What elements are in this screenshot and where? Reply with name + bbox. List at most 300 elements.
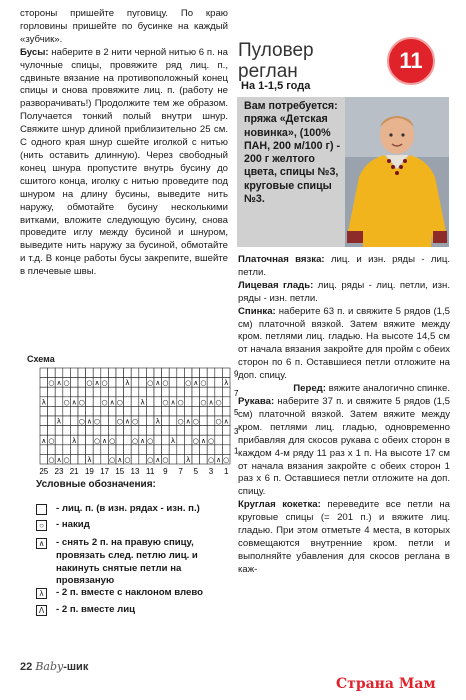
chart-cell	[169, 406, 177, 416]
chart-cell	[93, 397, 101, 407]
chart-cell	[192, 368, 200, 378]
legend-item-k2tog	[36, 604, 236, 617]
chart-symbol: ○	[147, 456, 154, 464]
chart-symbol: ∧	[94, 379, 100, 388]
chart-symbol: ∧	[200, 436, 206, 445]
chart-symbol: ∧	[155, 456, 161, 464]
chart-column-label: 5	[193, 467, 199, 476]
chart-cell	[215, 368, 223, 378]
chart-symbol: ○	[207, 436, 215, 445]
chart-cell	[184, 406, 192, 416]
chart-cell	[86, 368, 94, 378]
chart-symbol: ○	[48, 436, 55, 445]
chart-symbol: ○	[131, 417, 139, 426]
chart-symbol: ∧	[56, 379, 62, 388]
chart-symbol: ∧	[193, 379, 199, 388]
chart-cell	[169, 387, 177, 397]
left-decrease-icon: λ	[36, 588, 47, 599]
chart-symbol: ○	[185, 379, 192, 388]
chart-cell	[124, 406, 132, 416]
section-text: лиц. ряды - лиц. петли, изн. ряды - изн. петли.	[238, 279, 451, 304]
legend-text: - 2 п. вместе с наклоном влево	[56, 587, 203, 598]
chart-cell	[55, 435, 63, 445]
section-label: Лицевая гладь:	[238, 279, 314, 291]
chart-cell	[139, 454, 147, 464]
chart-cell	[78, 454, 86, 464]
chart-column-label: 17	[100, 467, 110, 476]
chart-symbol: ○	[200, 379, 207, 388]
chart-symbol: ○	[192, 436, 199, 445]
chart-symbol: λ	[41, 398, 46, 407]
chart-cell	[124, 435, 132, 445]
right-column	[238, 254, 450, 577]
chart-cell	[169, 416, 177, 426]
legend-text: - накид	[56, 519, 90, 530]
section-yoke	[238, 499, 450, 576]
chart-cell	[200, 368, 208, 378]
chart-symbol: ○	[48, 379, 55, 388]
section-front	[238, 383, 450, 396]
section-text: переведите все петли на круговые спицы (= 201 п.) и вяжите лиц. гладью. При этом отметьте 4 места, в которых совмещаются внутренние кром. петли и выполняйте убавления для скосов реглана в каж-	[238, 499, 450, 575]
chart-column-label: 11	[146, 467, 155, 476]
chart-cell	[40, 454, 48, 464]
chart-cell	[222, 445, 230, 455]
chart-cell	[108, 426, 116, 436]
chart-cell	[101, 416, 109, 426]
chart-cell	[222, 435, 230, 445]
chart-cell	[70, 445, 78, 455]
chart-cell	[86, 445, 94, 455]
chart-cell	[192, 454, 200, 464]
chart-cell	[116, 378, 124, 388]
chart-cell	[101, 406, 109, 416]
chart-symbol: ○	[177, 417, 184, 426]
chart-cell	[70, 378, 78, 388]
chart-cell	[139, 387, 147, 397]
chart-cell	[70, 406, 78, 416]
chart-cell	[93, 387, 101, 397]
chart-cell	[124, 368, 132, 378]
legend-title: Условные обозначения:	[36, 479, 156, 490]
chart-cell	[93, 406, 101, 416]
chart-cell	[78, 368, 86, 378]
site-watermark: Страна Мам	[336, 676, 436, 692]
chart-cell	[184, 445, 192, 455]
chart-cell	[48, 445, 56, 455]
chart-cell	[162, 387, 170, 397]
chart-cell	[192, 387, 200, 397]
chart-cell	[169, 454, 177, 464]
chart-symbol: ○	[177, 398, 184, 407]
chart-cell	[154, 426, 162, 436]
chart-symbol: ○	[200, 398, 207, 407]
chart-cell	[101, 387, 109, 397]
left-column	[20, 8, 228, 279]
chart-symbol: λ	[140, 398, 145, 407]
chart-cell	[40, 387, 48, 397]
chart-cell	[78, 387, 86, 397]
chart-cell	[139, 378, 147, 388]
section-sleeves	[238, 396, 450, 499]
chart-cell	[222, 397, 230, 407]
beads-label: Бусы:	[20, 46, 49, 58]
chart-cell	[55, 406, 63, 416]
chart-symbol: ○	[147, 379, 154, 388]
chart-cell	[146, 368, 154, 378]
chart-symbol: ○	[109, 456, 116, 464]
chart-cell	[215, 435, 223, 445]
chart-cell	[207, 368, 215, 378]
chart-symbol: ○	[131, 436, 139, 445]
chart-symbol: ∧	[86, 417, 92, 426]
chart-cell	[146, 406, 154, 416]
chart-symbol: ∧	[170, 398, 176, 407]
chart-cell	[101, 445, 109, 455]
legend-text: - лиц. п. (в изн. рядах - изн. п.)	[56, 503, 200, 514]
chart-cell	[169, 368, 177, 378]
chart-column-label: 15	[115, 467, 125, 476]
chart-column-label: 7	[178, 467, 183, 476]
chart-symbol: λ	[125, 379, 130, 388]
chart-cell	[63, 426, 71, 436]
chart-cell	[108, 445, 116, 455]
chart-symbol: ○	[63, 456, 70, 464]
chart-row-label: 9	[234, 369, 239, 379]
paragraph-beads	[20, 47, 228, 279]
chart-cell	[184, 435, 192, 445]
chart-symbol: ○	[116, 398, 123, 407]
chart-cell	[177, 368, 185, 378]
chart-cell	[131, 406, 139, 416]
chart-cell	[78, 445, 86, 455]
chart-cell	[78, 426, 86, 436]
chart-cell	[222, 387, 230, 397]
chart-symbol: ∧	[216, 456, 222, 464]
page-footer	[20, 660, 88, 673]
chart-symbol: ○	[78, 398, 85, 407]
chart-cell	[63, 445, 71, 455]
chart-cell	[108, 368, 116, 378]
chart-cell	[124, 426, 132, 436]
chart-cell	[139, 416, 147, 426]
chart-cell	[101, 454, 109, 464]
chart-symbol: ○	[78, 417, 85, 426]
chart-cell	[108, 406, 116, 416]
chart-row-label: 7	[234, 388, 239, 398]
chart-symbol: λ	[72, 436, 77, 445]
chart-cell	[222, 406, 230, 416]
materials-text: Вам потребуется: пряжа «Детская новинка», (100% ПАН, 200 м/100 г) - 200 г желтого цвета, спицы №3, круговые спицы №3.	[244, 100, 341, 206]
chart-symbol: ∧	[71, 398, 77, 407]
chart-cell	[222, 426, 230, 436]
chart-cell	[154, 435, 162, 445]
chart-cell	[93, 368, 101, 378]
chart-column-label: 9	[163, 467, 168, 476]
beads-text: наберите в 2 нити черной нитью 6 п. на чулочные спицы, провяжите ряд лиц. п., сдвиньте вязание на противоположный конец спицы и снова провяжите лиц. п. (работу не разворачивать!) Продолжите тем же образом. Получается тонкий полый внутри шнур. Свяжите шнур длиной приблизительно 25 см. С одного края шнур сшейте иголкой с нитью (нить оставить длинную). Через свободный конец шнура пропустите внутрь бусину до сшитого конца, иголку с нитью проведите под шнуром на длину бусины, выведите нить наружу, обмотайте бусину несколькими витками, вложите следующую бусину, снова проведите иглу между бусиной и шнуром, выведите нить наружу за бусиной, обмотайте и т.д. В конце работы бусы закрепите, вшейте в плечевые швы.	[20, 46, 228, 278]
chart-cell	[184, 368, 192, 378]
chart-cell	[55, 426, 63, 436]
chart-symbol: ○	[63, 398, 70, 407]
chart-cell	[207, 378, 215, 388]
section-label: Круглая кокетка:	[238, 499, 321, 511]
chart-cell	[124, 445, 132, 455]
chart-cell	[93, 426, 101, 436]
chart-column-label: 23	[54, 467, 64, 476]
legend-item-left-decrease	[36, 587, 236, 600]
chart-cell	[162, 416, 170, 426]
chart-cell	[131, 445, 139, 455]
section-text: наберите 37 п. и свяжите 5 рядов (1,5 см) платочной вязкой. Затем вяжите между кром. петлями лиц. гладью, одновременно прибавляя для скосов рукава с обеих сторон в каждом 4-м ряду 11 раз х 1 п. На высоте 17 см от начала вязания закройте с обеих сторон 1 раз х 6 п. Оставшиеся петли отложите на доп. спицу.	[238, 395, 450, 498]
chart-symbol: ○	[192, 417, 199, 426]
chart-cell	[177, 387, 185, 397]
chart-cell	[40, 368, 48, 378]
double-decrease-icon: ∧	[36, 538, 47, 549]
chart-cell	[131, 454, 139, 464]
section-stockinette	[238, 280, 450, 306]
chart-cell	[207, 445, 215, 455]
chart-cell	[86, 397, 94, 407]
paragraph-intro: стороны пришейте пуговицу. По краю горловины пришейте по бусинке на каждый «зубчик».	[20, 8, 228, 45]
chart-cell	[78, 435, 86, 445]
chart-cell	[169, 378, 177, 388]
chart-cell	[48, 406, 56, 416]
chart-symbol: ○	[162, 379, 169, 388]
chart-cell	[139, 368, 147, 378]
chart-cell	[215, 378, 223, 388]
chart-cell	[70, 416, 78, 426]
chart-cell	[154, 397, 162, 407]
chart-symbol: λ	[170, 436, 176, 445]
chart-symbol: ∧	[185, 417, 191, 426]
chart-cell	[200, 416, 208, 426]
chart-symbol: ∧	[140, 436, 146, 445]
chart-cell	[70, 387, 78, 397]
chart-symbol: ○	[101, 398, 108, 407]
chart-symbol: ∧	[109, 398, 115, 407]
chart-cell	[184, 397, 192, 407]
chart-cell	[70, 454, 78, 464]
chart-cell	[154, 368, 162, 378]
chart-cell	[200, 406, 208, 416]
chart-cell	[139, 445, 147, 455]
chart-cell	[139, 426, 147, 436]
chart-cell	[124, 397, 132, 407]
chart-cell	[192, 406, 200, 416]
chart-cell	[146, 445, 154, 455]
chart-cell	[108, 378, 116, 388]
chart-symbol: ○	[215, 417, 222, 426]
chart-symbol: λ	[186, 456, 191, 464]
chart-cell	[55, 445, 63, 455]
chart-column-label: 3	[208, 467, 214, 476]
chart-cell	[207, 387, 215, 397]
chart-cell	[146, 426, 154, 436]
chart-cell	[146, 416, 154, 426]
chart-cell	[169, 426, 177, 436]
chart-cell	[177, 454, 185, 464]
chart-cell	[162, 435, 170, 445]
chart-cell	[184, 426, 192, 436]
chart-cell	[169, 445, 177, 455]
section-text: лиц. и изн. ряды - лиц. петли.	[238, 254, 451, 278]
chart-cell	[177, 445, 185, 455]
yarn-over-icon: ○	[36, 520, 47, 531]
chart-symbol: ○	[124, 456, 131, 464]
chart-cell	[200, 387, 208, 397]
chart-cell	[63, 416, 71, 426]
chart-cell	[215, 426, 223, 436]
chart-cell	[116, 406, 124, 416]
chart-symbol: ○	[116, 417, 123, 426]
chart-cell	[177, 406, 185, 416]
chart-cell	[48, 368, 56, 378]
chart-cell	[101, 426, 109, 436]
chart-cell	[78, 378, 86, 388]
chart-cell	[116, 387, 124, 397]
chart-cell	[192, 397, 200, 407]
legend-text: - 2 п. вместе лиц	[56, 604, 135, 615]
chart-column-labels	[39, 467, 229, 476]
chart-cell	[48, 426, 56, 436]
chart-cell	[207, 416, 215, 426]
chart-cell	[55, 368, 63, 378]
chart-cell	[177, 378, 185, 388]
chart-symbol: ○	[162, 456, 169, 464]
chart-symbol: ∧	[56, 456, 62, 464]
pattern-number-badge: 11	[387, 37, 435, 85]
chart-cell	[63, 387, 71, 397]
chart-column-label: 21	[69, 467, 79, 476]
chart-cell	[200, 454, 208, 464]
chart-cell	[55, 387, 63, 397]
chart-symbol: ∧	[208, 398, 214, 407]
chart-row-label: 5	[234, 408, 239, 417]
chart-cell	[86, 426, 94, 436]
chart-symbol: ○	[101, 379, 108, 388]
chart-symbol: ○	[207, 456, 215, 464]
age-label: На 1-1,5 года	[241, 80, 311, 92]
chart-row-label: 1	[234, 446, 239, 456]
chart-cell	[55, 397, 63, 407]
chart-cell	[116, 426, 124, 436]
chart-cell	[131, 397, 139, 407]
chart-cell	[215, 406, 223, 416]
legend-text: - снять 2 п. на правую спицу, провязать след. петлю лиц. и накинуть снятые петли на провязаную	[56, 537, 198, 587]
knit-two-together-icon: Λ	[36, 605, 47, 616]
section-back	[238, 306, 450, 383]
legend-item-knit	[36, 503, 236, 516]
chart-cell	[192, 426, 200, 436]
page-title: Пуловер реглан	[238, 40, 314, 82]
chart-symbol: ○	[109, 436, 116, 445]
chart-symbol: ∧	[223, 417, 229, 426]
chart-cell	[86, 387, 94, 397]
chart-cell	[207, 426, 215, 436]
section-label: Перед:	[293, 383, 326, 395]
legend-item-decrease-3	[36, 537, 236, 588]
chart-cell	[108, 387, 116, 397]
chart-cell	[40, 378, 48, 388]
chart-cell	[124, 387, 132, 397]
chart-cell	[116, 368, 124, 378]
section-label: Платочная вязка:	[238, 254, 325, 265]
knitting-chart	[20, 364, 242, 486]
chart-cell	[177, 435, 185, 445]
chart-cell	[222, 368, 230, 378]
page-number: 22	[20, 661, 33, 673]
chart-cell	[162, 445, 170, 455]
chart-symbol: λ	[155, 417, 160, 426]
chart-cell	[215, 387, 223, 397]
chart-cell	[162, 406, 170, 416]
chart-symbol: ∧	[155, 379, 161, 388]
chart-symbol: ∧	[41, 436, 47, 445]
chart-cell	[40, 406, 48, 416]
chart-cell	[139, 406, 147, 416]
chart-cell	[131, 387, 139, 397]
magazine-logo: Baby	[35, 660, 64, 673]
chart-cell	[108, 416, 116, 426]
chart-cell	[86, 406, 94, 416]
chart-cell	[116, 445, 124, 455]
chart-symbol: λ	[224, 379, 229, 388]
chart-cell	[63, 435, 71, 445]
chart-cell	[40, 445, 48, 455]
chart-cell	[131, 426, 139, 436]
scheme-label: Схема	[27, 354, 55, 364]
chart-cell	[162, 368, 170, 378]
chart-cell	[146, 387, 154, 397]
chart-symbol: ○	[48, 456, 55, 464]
chart-cell	[162, 426, 170, 436]
chart-symbol: ○	[215, 398, 222, 407]
chart-cell	[48, 416, 56, 426]
chart-column-label: 13	[130, 467, 140, 476]
section-label: Спинка:	[238, 305, 276, 317]
chart-cell	[215, 445, 223, 455]
section-text: вяжите аналогично спинке.	[325, 383, 450, 395]
chart-symbol: ○	[93, 436, 101, 445]
chart-cell	[154, 406, 162, 416]
chart-cell	[78, 406, 86, 416]
chart-cell	[200, 426, 208, 436]
chart-cell	[131, 378, 139, 388]
chart-symbol: ○	[162, 398, 169, 407]
section-text: наберите 63 п. и свяжите 5 рядов (1,5 см) платочной вязкой. Затем вяжите между кром. петлями лиц. гладью. На высоте 14,5 см от начала вязания закройте для пройм с обеих сторон по 6 п. Оставшиеся петли отложите на доп. спицу.	[238, 305, 450, 382]
child-photo	[345, 97, 449, 247]
chart-cell	[48, 397, 56, 407]
chart-cell	[177, 426, 185, 436]
chart-cell	[93, 445, 101, 455]
chart-cell	[200, 445, 208, 455]
chart-symbol: ○	[63, 379, 70, 388]
chart-cell	[154, 445, 162, 455]
chart-cell	[146, 397, 154, 407]
chart-symbol: ∧	[124, 417, 130, 426]
chart-cell	[184, 387, 192, 397]
chart-cell	[63, 368, 71, 378]
chart-symbol: ○	[147, 436, 154, 445]
chart-column-label: 1	[223, 467, 229, 476]
chart-symbol: ∧	[117, 456, 123, 464]
chart-cell	[40, 426, 48, 436]
section-garter	[238, 254, 450, 280]
chart-cell	[63, 406, 71, 416]
chart-cell	[93, 454, 101, 464]
title-block	[238, 40, 378, 82]
chart-symbol: λ	[87, 456, 92, 464]
chart-row-label: 3	[234, 427, 239, 437]
